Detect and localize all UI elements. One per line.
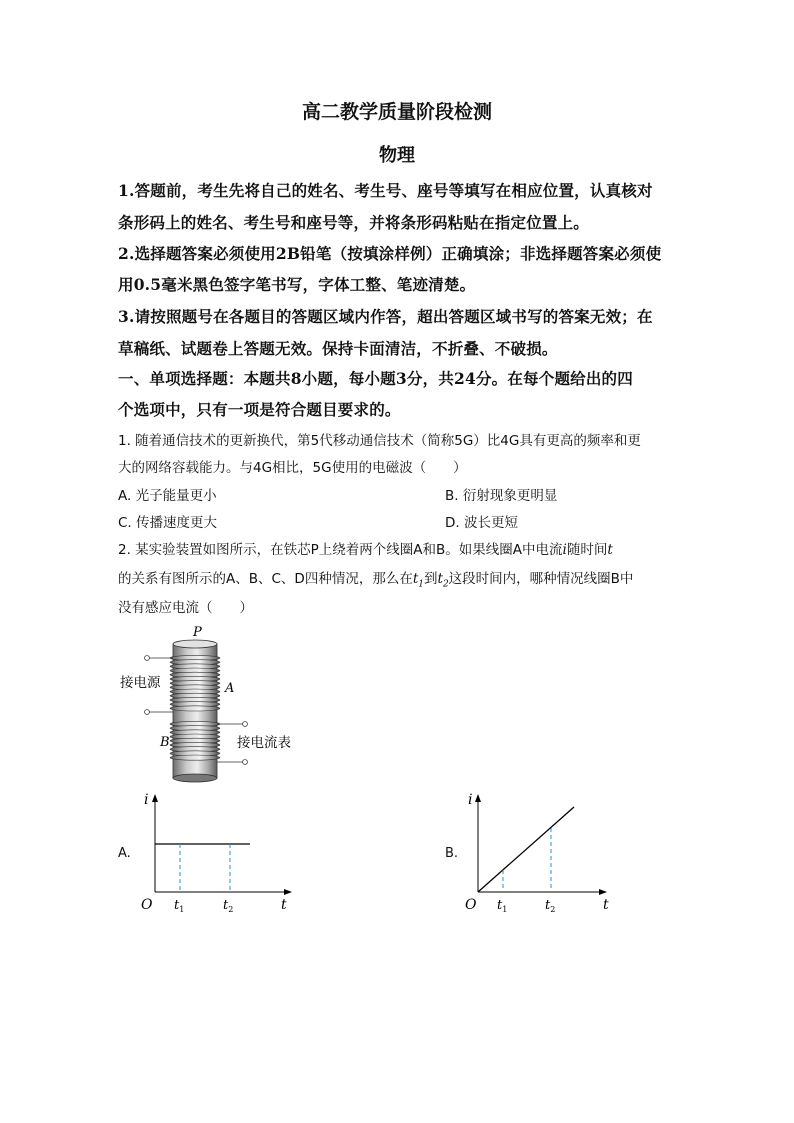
x-axis-label: t: [281, 897, 287, 913]
terminal: [243, 722, 248, 727]
y-axis-label: i: [468, 792, 473, 808]
meter-label: 接电流表: [237, 735, 291, 751]
question-2-text: 没有感应电流（ ）: [118, 600, 253, 616]
instruction-line: 3.请按照题号在各题目的答题区域内作答，超出答题区域书写的答案无效；在: [118, 307, 653, 326]
y-axis-arrow: [475, 794, 481, 802]
q1-option-c[interactable]: C. 传播速度更大: [118, 515, 218, 531]
coil-turn: [170, 706, 220, 711]
section-heading: 个选项中，只有一项是符合题目要求的。: [118, 400, 401, 419]
coil-b: [170, 721, 220, 760]
instruction-line: 1.答题前，考生先将自己的姓名、考生号、座号等填写在相应位置，认真核对: [118, 181, 653, 200]
var-i: i: [562, 542, 567, 558]
coil-a-label: A: [225, 681, 235, 696]
var-t1: $t_1$: [412, 571, 424, 590]
q1-option-b[interactable]: B. 衍射现象更明显: [445, 488, 558, 504]
question-2-text: [118, 538, 613, 558]
instruction-line: 草稿纸、试题卷上答题无效。保持卡面清洁，不折叠、不破损。: [118, 339, 558, 358]
t1-label: $t_1$: [174, 898, 185, 914]
y-axis-label: i: [144, 792, 149, 808]
q1-option-d[interactable]: D. 波长更短: [445, 515, 518, 531]
question-2-text: [118, 567, 633, 590]
coil-b-label: B: [160, 735, 170, 750]
apparatus-figure: [115, 620, 315, 785]
q2-text: 的关系有图所示的A、B、C、D四种情况，那么在: [118, 571, 413, 587]
power-label: 接电源: [120, 675, 161, 691]
graph-a: [135, 786, 300, 916]
q2-text: 2. 某实验装置如图所示，在铁芯P上绕着两个线圈A和B。如果线圈A中电流: [118, 542, 563, 558]
graph-b-option-label[interactable]: B.: [445, 846, 459, 861]
origin-label: O: [465, 897, 477, 913]
question-1-text: 1. 随着通信技术的更新换代，第5代移动通信技术（简称5G）比4G具有更高的频率和更: [118, 433, 641, 449]
exam-title: 高二教学质量阶段检测: [301, 101, 492, 123]
graph-a-option-label[interactable]: A.: [118, 846, 131, 861]
var-t: t: [607, 542, 613, 558]
q1-option-a[interactable]: A. 光子能量更小: [118, 488, 217, 504]
question-1-text: 大的网络容载能力。与4G相比，5G使用的电磁波（ ）: [118, 460, 467, 476]
subject-title: 物理: [379, 145, 415, 166]
coil-a: [170, 655, 220, 711]
q2-text: 到: [424, 571, 438, 587]
instruction-line: 条形码上的姓名、考生号和座号等，并将条形码粘贴在指定位置上。: [118, 213, 590, 232]
core-label-p: P: [193, 625, 202, 640]
terminal: [145, 710, 150, 715]
t2-label: $t_2$: [545, 898, 556, 914]
x-axis-arrow: [284, 889, 292, 895]
origin-label: O: [141, 897, 153, 913]
iron-core-bottom: [173, 774, 217, 782]
x-axis-arrow: [599, 889, 607, 895]
t1-label: $t_1$: [497, 898, 508, 914]
q2-text: 这段时间内，哪种情况线圈B中: [448, 571, 634, 587]
var-t2: $t_2$: [437, 571, 449, 590]
current-line: [478, 807, 574, 892]
q2-text: 随时间: [566, 542, 608, 558]
iron-core-top: [173, 640, 217, 648]
t2-label: $t_2$: [223, 898, 234, 914]
instruction-line: 用0.5毫米黑色签字笔书写，字体工整、笔迹清楚。: [118, 275, 476, 294]
y-axis-arrow: [152, 794, 158, 802]
instruction-line: 2.选择题答案必须使用2B铅笔（按填涂样例）正确填涂；非选择题答案必须使: [118, 244, 662, 263]
x-axis-label: t: [603, 897, 609, 913]
terminal: [243, 760, 248, 765]
terminal: [145, 656, 150, 661]
coil-turn: [170, 755, 220, 760]
graph-b: [460, 786, 625, 916]
section-heading: 一、单项选择题：本题共8小题，每小题3分，共24分。在每个题给出的四: [118, 369, 633, 388]
